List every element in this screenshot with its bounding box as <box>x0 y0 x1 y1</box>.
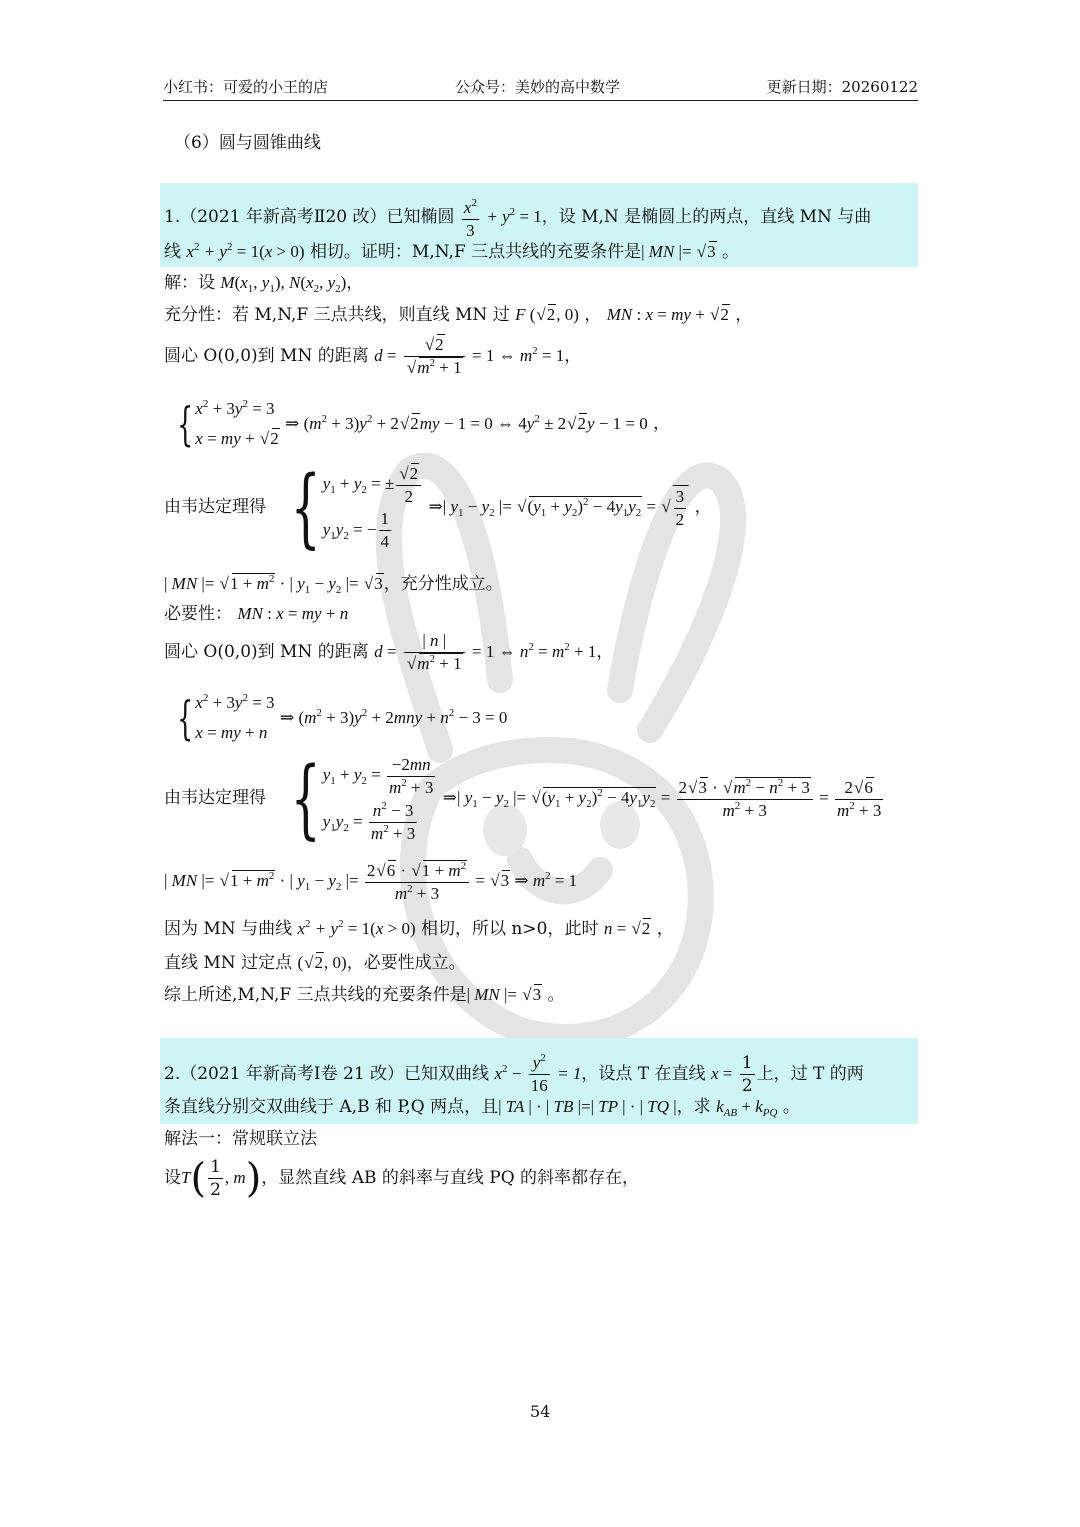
problem1-line1: 1.（2021 年新高考Ⅱ20 改）已知椭圆 $\frac{x^2}{3}$ + $y^2 = 1$，设 M,N 是椭圆上的两点，直线 MN 与曲 <box>164 197 872 240</box>
solution1-set: 解：设 $M(x_1$, $y_1$), $N(x_2$, $y_2$)， <box>164 273 364 295</box>
solution1-vieta1: 由韦达定理得 { $y_1 + y_2$ = ± √ $\frac{2}{2}$ $y_1y_2$ = − $\frac{1}{4}$ ⇒| $y_1 - y_2$ |= √ $(y_1 + y_2)^2 - 4y_1y_2$ = √ $\frac{3}{2}$ ， <box>164 462 712 553</box>
problem2-label: 2.（2021 年新高考Ⅰ卷 21 改）已知双曲线 <box>164 1064 490 1084</box>
solution1-sufficiency: 充分性：若 M,N,F 三点共线，则直线 MN 过 F (√ 2, 0) ， MN : x = my + √ 2 ， <box>164 303 752 327</box>
page-number: 54 <box>530 1402 551 1421</box>
solution1-mn-length2: | MN |= √ $1 + m^2$ · | $y_1 - y_2$ |= $\frac{2√ 6 \cdot √ 1 + m^2}{m^2 + 3}$ = √ 3 ⇒ $m^2 = 1$ <box>164 860 577 905</box>
problem1-line2: 线 $x^2 + y^2 = 1(x > 0)$ 相切。证明：M,N,F 三点共线的充要条件是| MN |= √ 3 。 <box>164 240 739 264</box>
problem2-line2: 条直线分别交双曲线于 A,B 和 P,Q 两点，且| TA | · | TB |=| TP | · | TQ |，求 $k_{AB} + k_{PQ}$ 。 <box>164 1097 800 1119</box>
solution2-set-t: 设T( $\frac{1}{2}$ , m)，显然直线 AB 的斜率与直线 PQ 的斜率都存在， <box>164 1155 640 1202</box>
solution1-system2: { $x^2 + 3y^2 = 3$ x = my + n ⇒ $(m^2 + 3)y^2 + 2mny + n^2 - 3 = 0$ <box>177 691 508 745</box>
solution1-vieta2: 由韦达定理得 { $y_1 + y_2$ = $\frac{-2mn}{m^2 + 3}$ $y_1y_2$ = $\frac{n^2 - 3}{m^2 + 3}$ ⇒| $y_1 - y_2$ |= √ $(y_1 + y_2)^2 - 4y_1y_2$ = $\frac{2√ 3 \cdot √ m^2 - n^2 + 3}{m^2 + 3}$ = $\frac{2√ 6}{m^2 + 3}$ <box>164 752 885 845</box>
solution1-system1: { $x^2 + 3y^2 = 3$ x = my + √ 2 ⇒ $(m^2 + 3)y^2 + 2√$ 2my − 1 = 0 ⇔ $4y^2 \pm 2√$ 2y − 1 = 0 ， <box>164 394 670 454</box>
problem1-label: 1.（2021 年新高考Ⅱ20 改）已知椭圆 <box>164 207 455 227</box>
solution1-tangent: 因为 MN 与曲线 $x^2 + y^2 = 1(x > 0)$ 相切，所以 n>0，此时 n = √ 2 ， <box>164 917 674 941</box>
section-title: （6）圆与圆锥曲线 <box>174 133 321 153</box>
solution1-mn-length: | MN |= √ $1 + m^2$ · | $y_1 - y_2$ |= √ 3，充分性成立。 <box>164 572 503 596</box>
header-left: 小红书：可爱的小王的店 <box>163 78 329 96</box>
solution1-distance2: 圆心 O(0,0)到 MN 的距离 d = | n | √ $m^2 + 1$ = 1 ⇔ $n^2 = m^2 + 1$， <box>164 630 613 675</box>
solution2-method: 解法一：常规联立法 <box>164 1129 317 1149</box>
problem1-text-a: ，设 M,N 是椭圆上的两点，直线 MN 与曲 <box>541 207 872 227</box>
header-center: 公众号：美妙的高中数学 <box>455 78 621 96</box>
page-header <box>163 76 918 101</box>
solution1-conclusion: 综上所述,M,N,F 三点共线的充要条件是| MN |= √ 3 。 <box>164 983 565 1007</box>
solution1-necessity: 必要性： MN : x = my + n <box>164 604 349 624</box>
problem2-line1: 2.（2021 年新高考Ⅰ卷 21 改）已知双曲线 $x^2$ − $\frac{y^2}{16}$ = 1，设点 T 在直线 x = $\frac{1}{2}$ 上，过 T 的两 <box>164 1052 864 1096</box>
header-right: 更新日期：20260122 <box>766 78 918 96</box>
solution1-fixed-point: 直线 MN 过定点 (√ 2, 0)，必要性成立。 <box>164 951 466 975</box>
solution1-distance: 圆心 O(0,0)到 MN 的距离 d = √ 2 √ $m^2 + 1$ = 1 ⇔ $m^2 = 1$， <box>164 334 581 379</box>
